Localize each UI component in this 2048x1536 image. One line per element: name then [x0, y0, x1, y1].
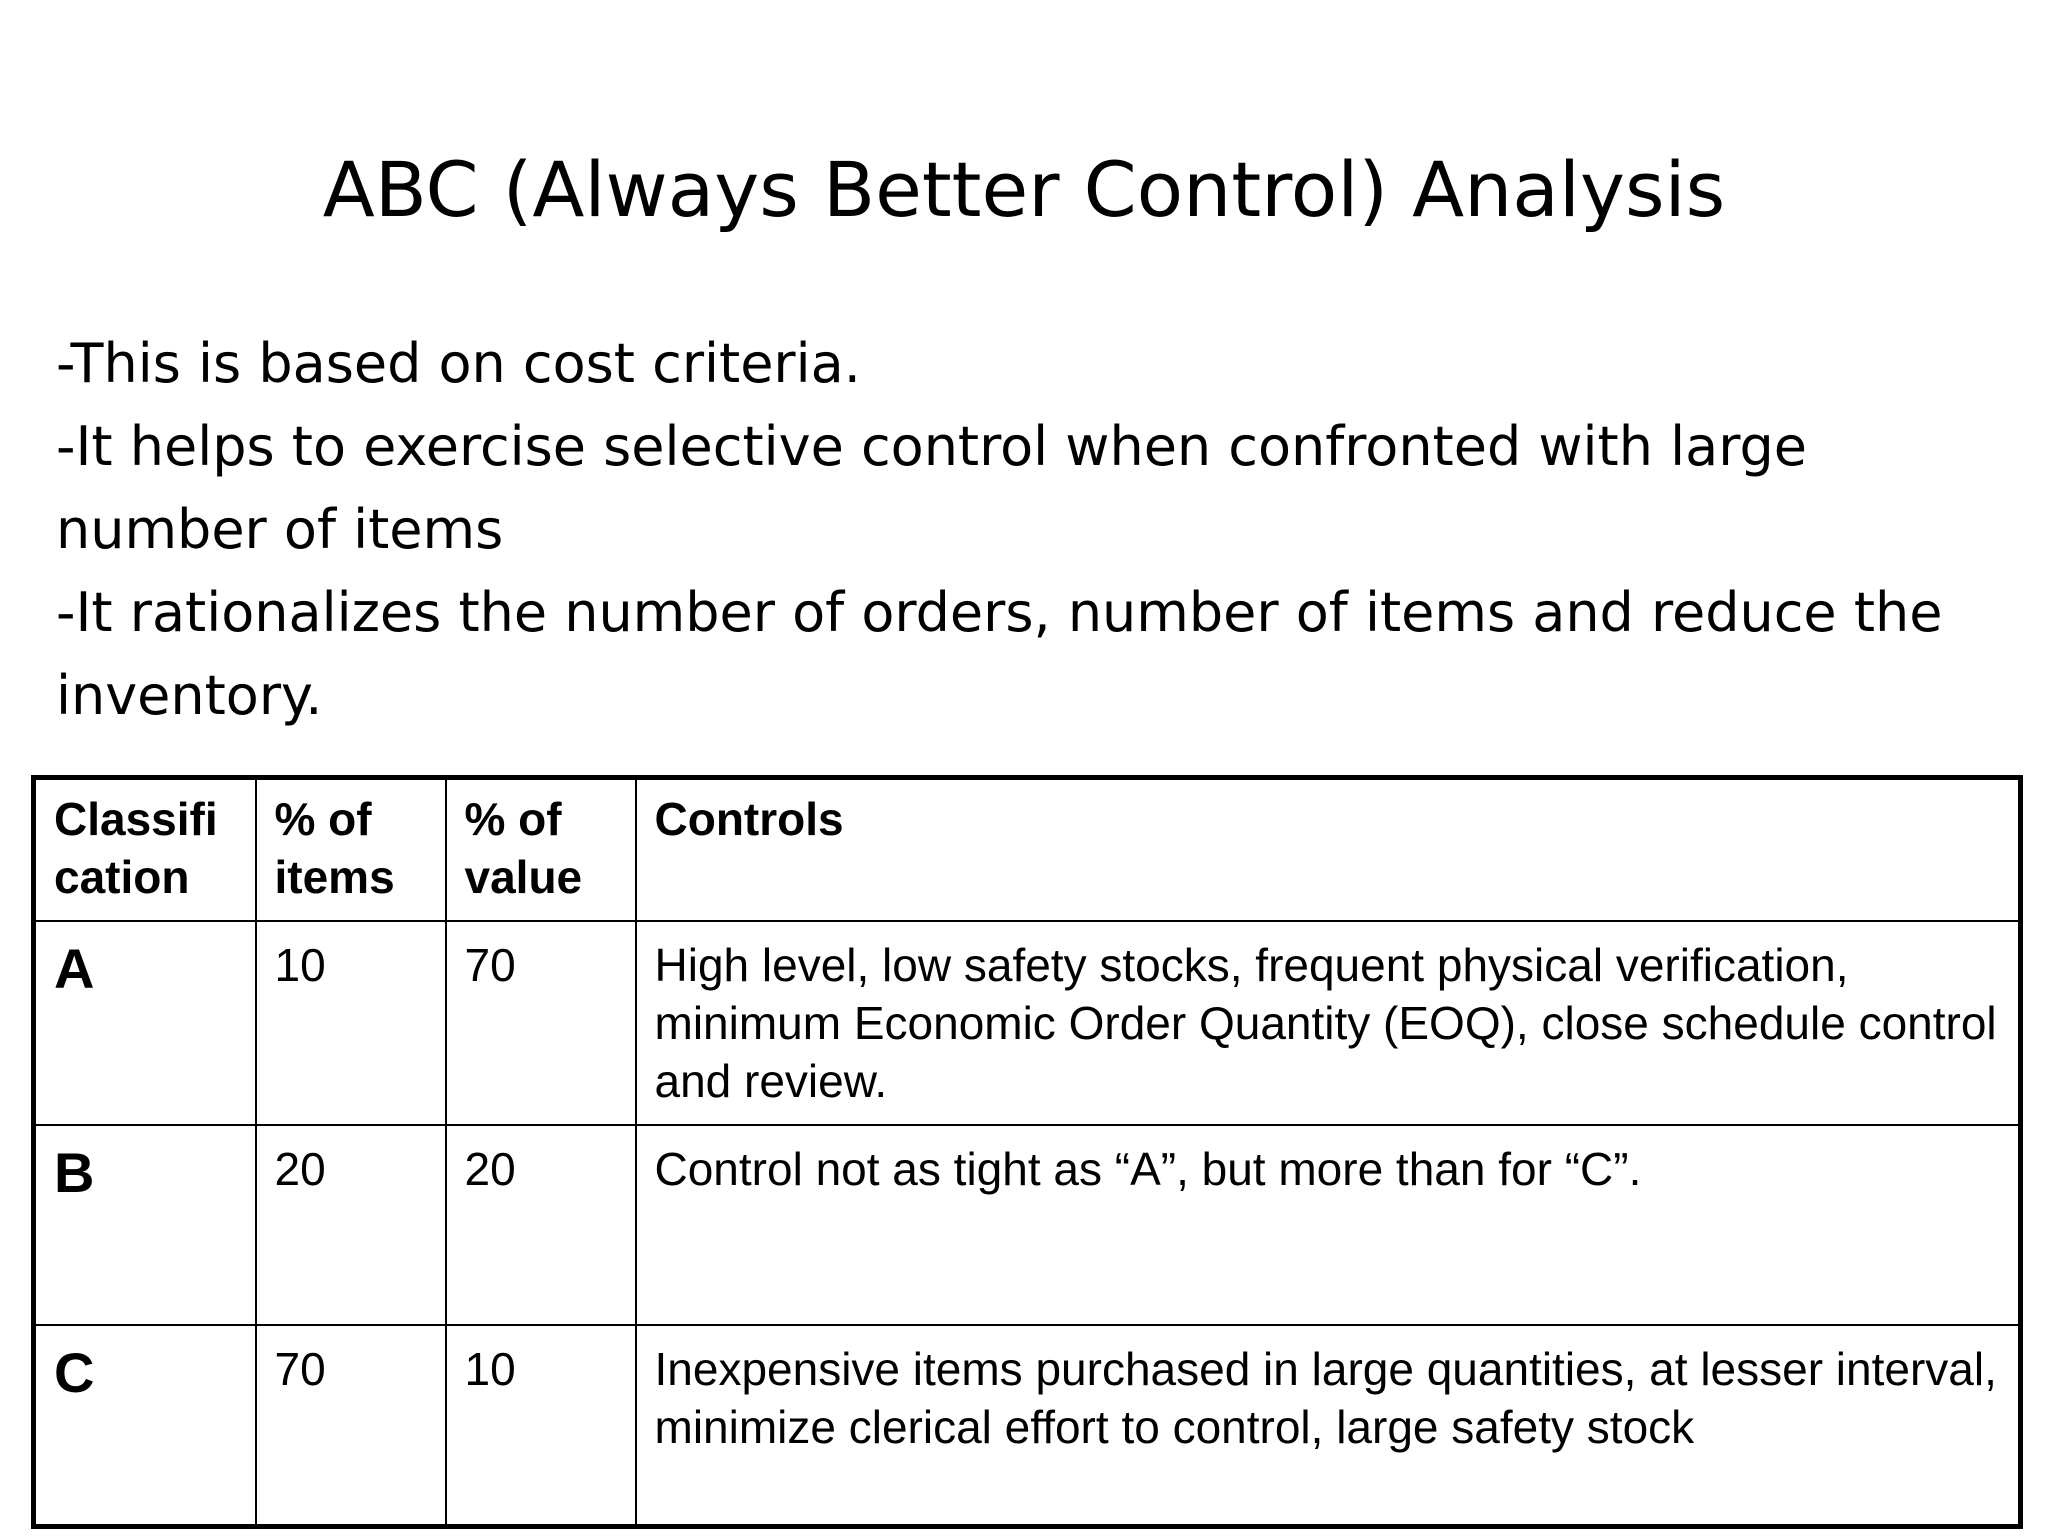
percent-items-cell: 10: [256, 921, 446, 1125]
classification-cell: B: [34, 1125, 256, 1325]
abc-classification-table: [31, 775, 2023, 1529]
classification-cell: C: [34, 1325, 256, 1527]
header-percent-items-line2: items: [274, 851, 395, 903]
header-percent-value-line2: value: [464, 851, 583, 903]
header-percent-items: [256, 778, 446, 922]
percent-value-cell: 10: [446, 1325, 636, 1527]
bullet-text-line: number of items: [56, 498, 504, 561]
header-percent-value: [446, 778, 636, 922]
table-row: [34, 921, 2021, 1125]
table-row: [34, 1325, 2021, 1527]
percent-value-cell: 70: [446, 921, 636, 1125]
header-controls: Controls: [636, 778, 2021, 922]
controls-cell: High level, low safety stocks, frequent physical verification, minimum Economic Order Quantity (EOQ), close schedule control and review.: [636, 921, 2021, 1125]
bullet-text-line: -It rationalizes the number of orders, number of items and reduce the: [56, 581, 1943, 644]
slide-title: ABC (Always Better Control) Analysis: [322, 145, 1726, 234]
table-row: [34, 1125, 2021, 1325]
header-classification-line1: Classifi: [54, 793, 218, 845]
header-percent-value-line1: % of: [464, 793, 562, 845]
bullet-text-line: -It helps to exercise selective control when confronted with large: [56, 415, 1807, 478]
controls-cell: Inexpensive items purchased in large quantities, at lesser interval, minimize clerical effort to control, large safety stock: [636, 1325, 2021, 1527]
classification-cell: A: [34, 921, 256, 1125]
percent-items-cell: 20: [256, 1125, 446, 1325]
header-percent-items-line1: % of: [274, 793, 372, 845]
bullet-text-line: -This is based on cost criteria.: [56, 332, 861, 395]
percent-items-cell: 70: [256, 1325, 446, 1527]
controls-cell: Control not as tight as “A”, but more than for “C”.: [636, 1125, 2021, 1325]
slide-body: [56, 322, 1996, 737]
header-classification: [34, 778, 256, 922]
table-header-row: [34, 778, 2021, 922]
percent-value-cell: 20: [446, 1125, 636, 1325]
bullet-text-line: inventory.: [56, 664, 323, 727]
header-classification-line2: cation: [54, 851, 190, 903]
